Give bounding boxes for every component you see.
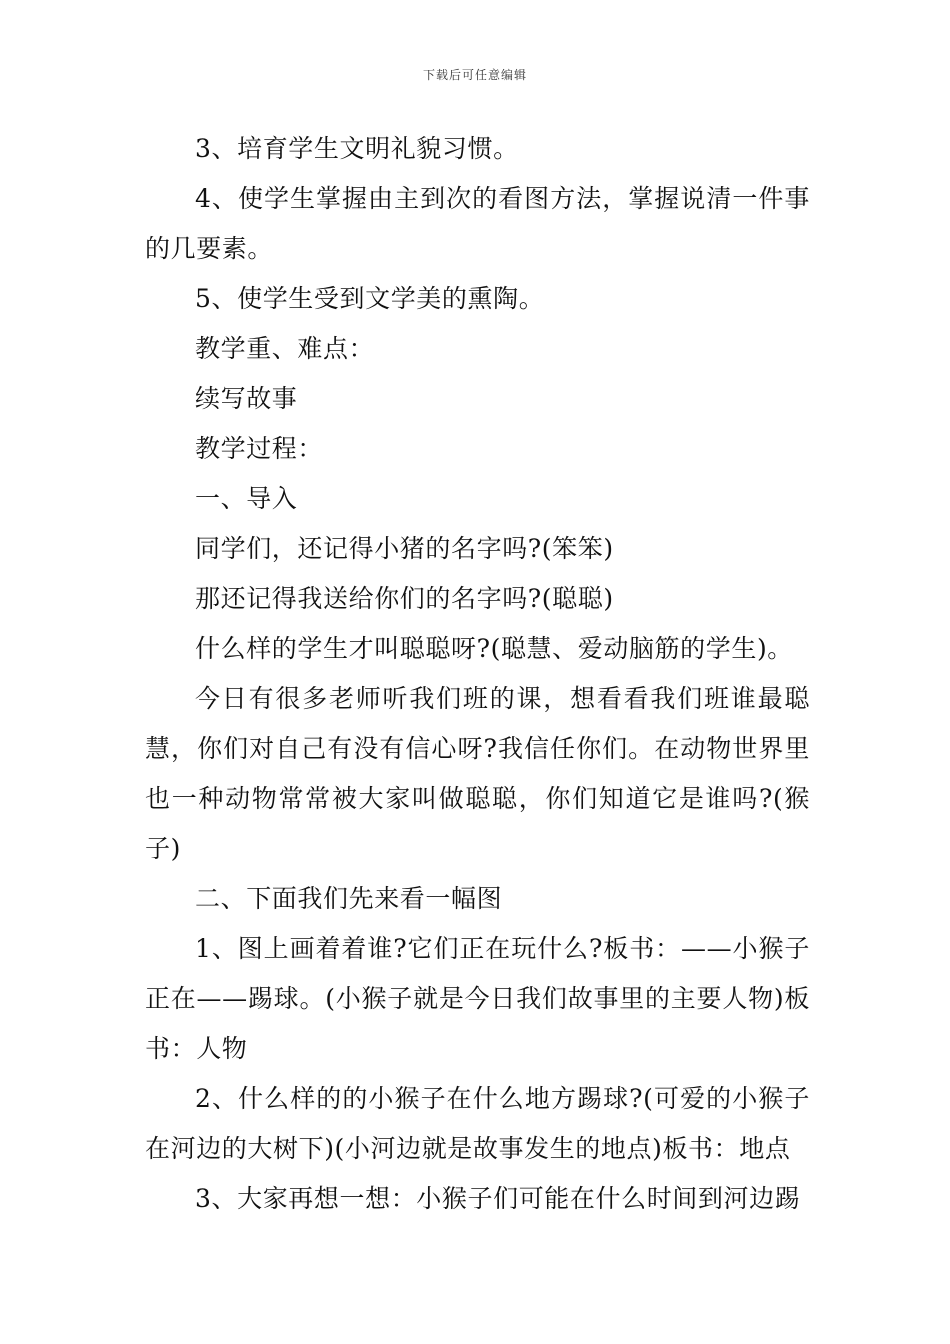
page-header-note: 下载后可任意编辑 <box>422 68 527 82</box>
heading-key-points: 教学重、难点： <box>195 334 375 363</box>
heading-process: 教学过程： <box>195 434 324 463</box>
heading-intro: 一、导入 <box>195 484 298 513</box>
paragraph-step-3: 3、大家再想一想：小猴子们可能在什么时间到河边踢 <box>195 1184 801 1213</box>
document-body <box>145 124 810 1224</box>
heading-section-2: 二、下面我们先来看一幅图 <box>195 884 503 913</box>
paragraph-goal-3: 3、培育学生文明礼貌习惯。 <box>195 134 519 163</box>
paragraph-intro-4: 今日有很多老师听我们班的课，想看看我们班谁最聪慧，你们对自己有没有信心呀?我信任你们。在动物世界里也一种动物常常被大家叫做聪聪，你们知道它是谁吗?(猴子) <box>145 684 810 863</box>
paragraph-intro-3: 什么样的学生才叫聪聪呀?(聪慧、爱动脑筋的学生)。 <box>195 634 793 663</box>
paragraph-intro-1: 同学们，还记得小猪的名字吗?(笨笨) <box>195 534 614 563</box>
paragraph-goal-5: 5、使学生受到文学美的熏陶。 <box>195 284 545 313</box>
paragraph-intro-2: 那还记得我送给你们的名字吗?(聪聪) <box>195 584 614 613</box>
paragraph-key-points: 续写故事 <box>195 384 298 413</box>
paragraph-step-2: 2、什么样的的小猴子在什么地方踢球?(可爱的小猴子在河边的大树下)(小河边就是故事发生的地点)板书：地点 <box>145 1084 810 1163</box>
paragraph-goal-4: 4、使学生掌握由主到次的看图方法，掌握说清一件事的几要素。 <box>145 184 810 263</box>
paragraph-step-1: 1、图上画着着谁?它们正在玩什么?板书：——小猴子正在——踢球。(小猴子就是今日我们故事里的主要人物)板书：人物 <box>145 934 810 1063</box>
